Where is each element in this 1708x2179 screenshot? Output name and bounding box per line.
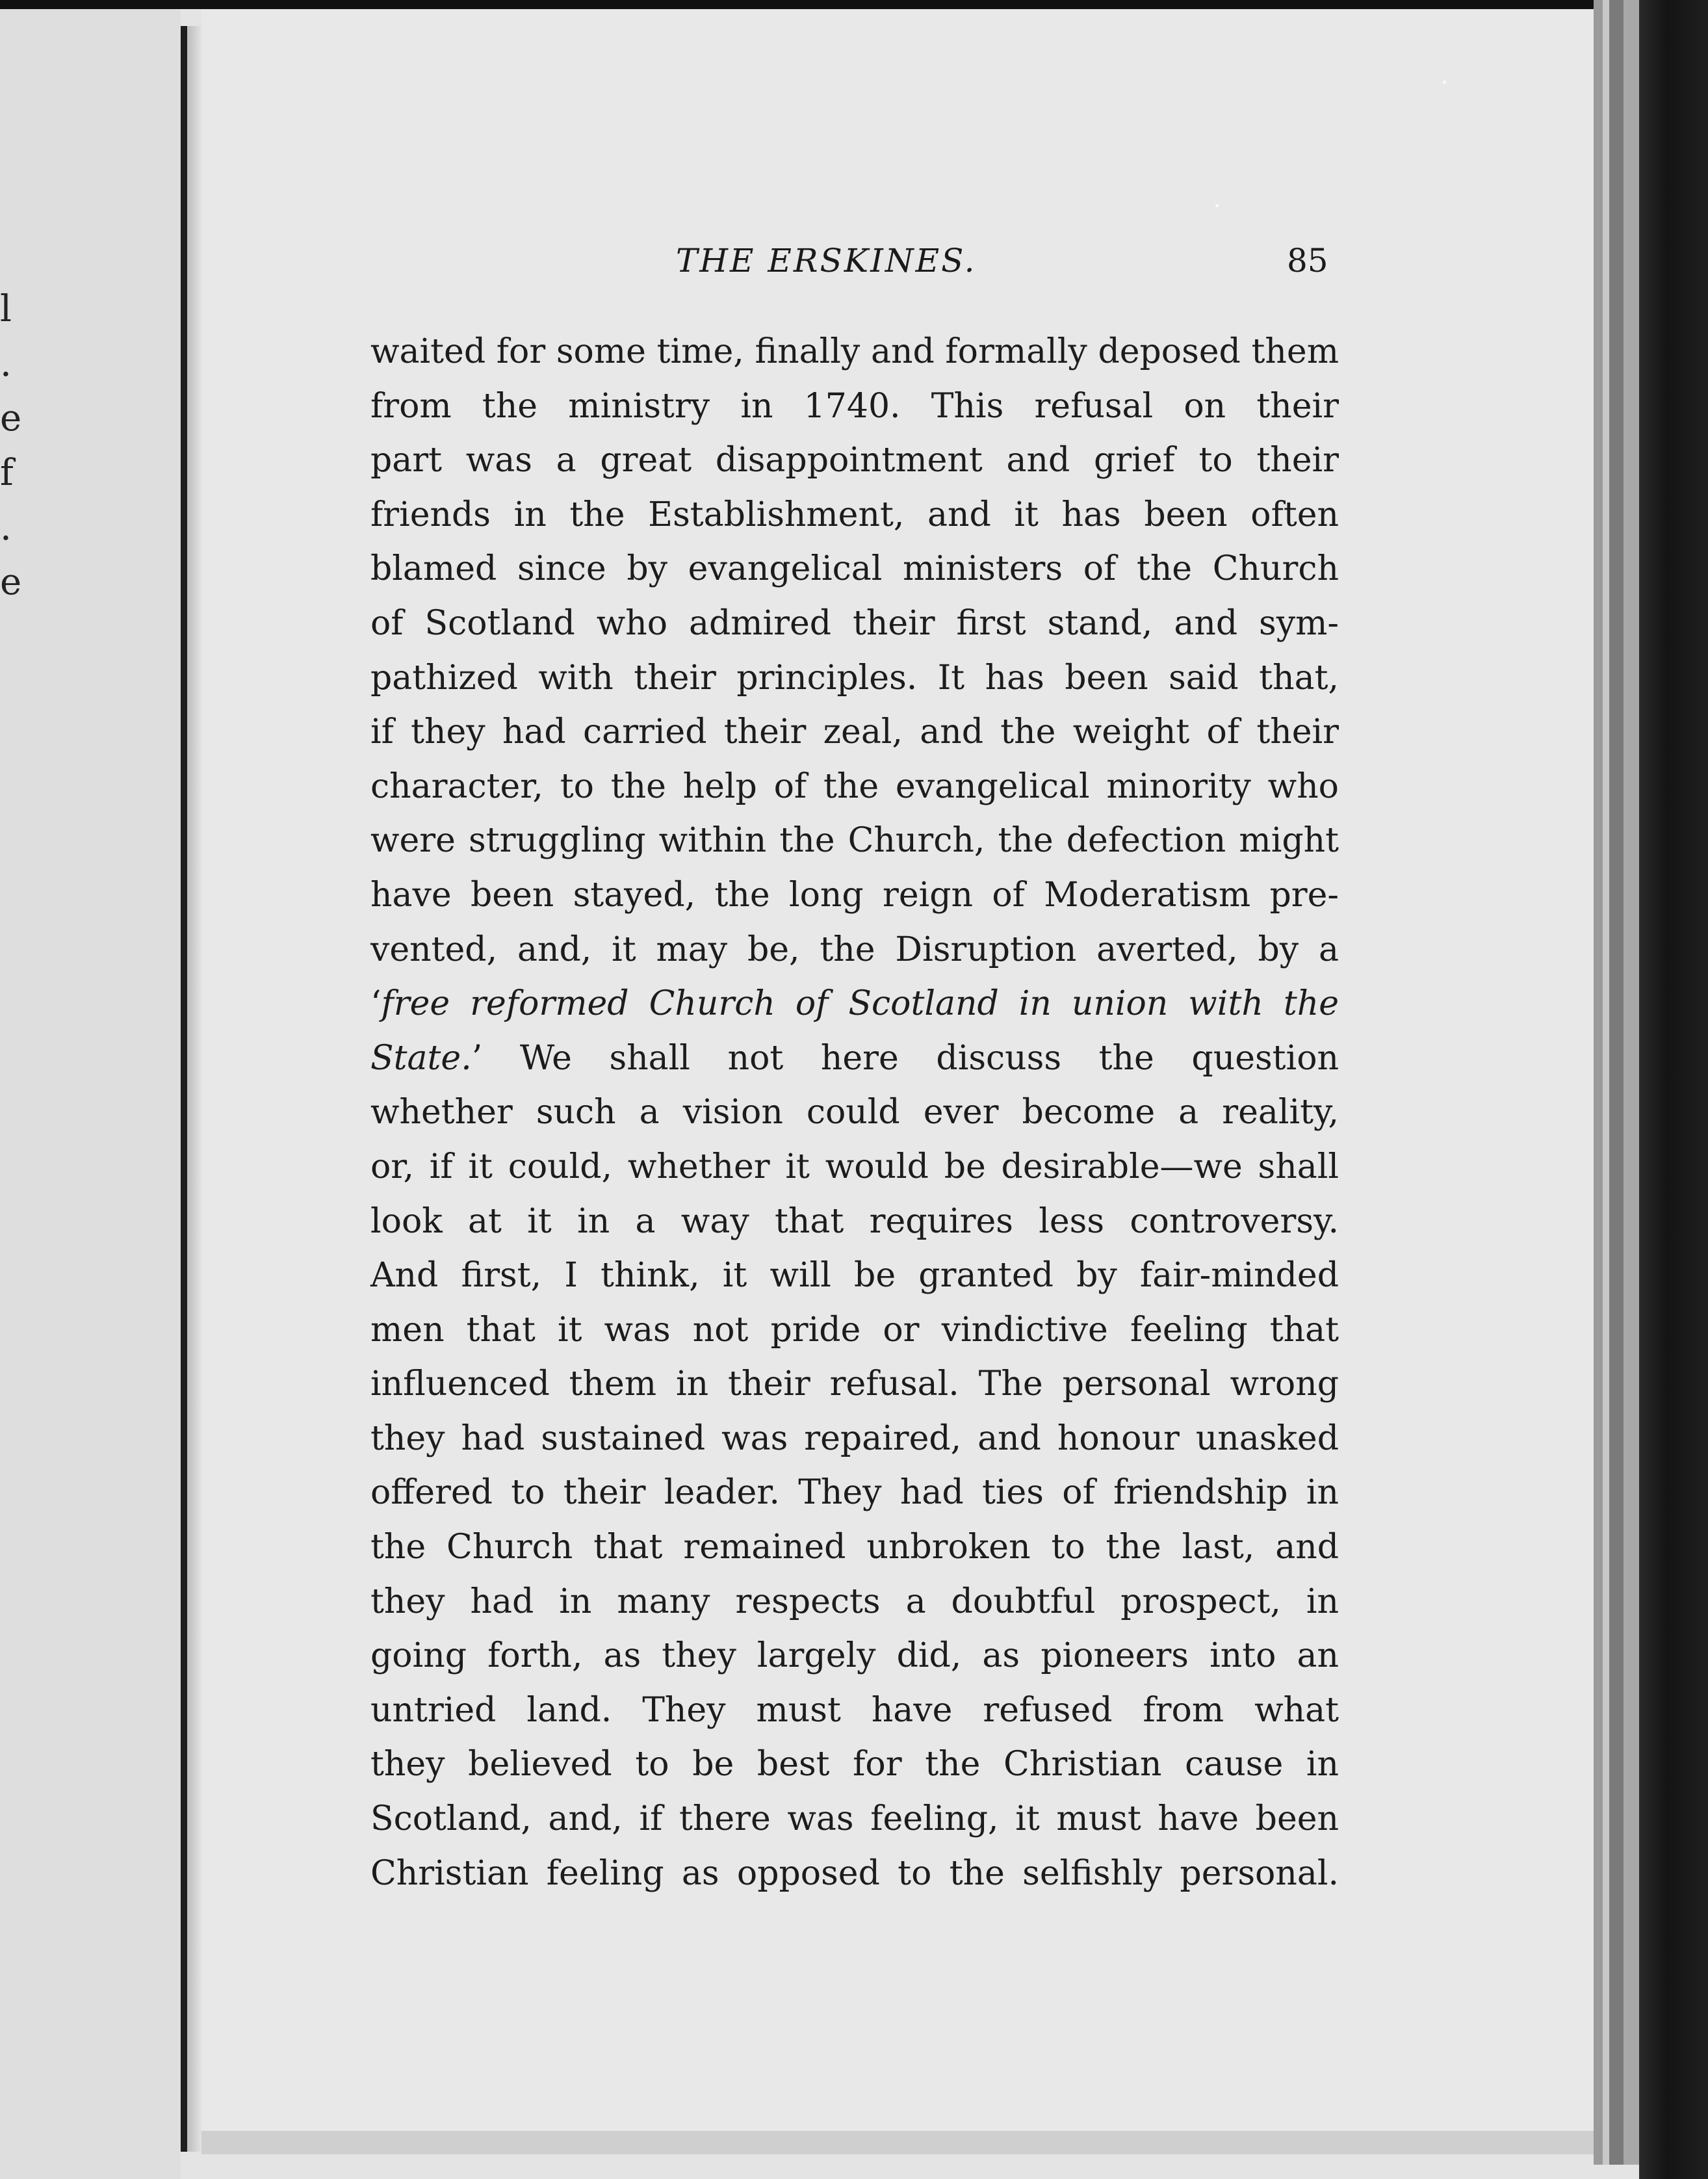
text-line	[370, 1575, 1339, 1630]
text-segment: they had in many respects a doubtful prospect, in	[370, 1582, 1339, 1621]
text-line	[370, 814, 1339, 868]
text-line	[370, 380, 1339, 434]
text-line	[370, 868, 1339, 923]
text-line	[370, 1303, 1339, 1358]
text-line	[370, 1195, 1339, 1249]
text-segment: ‘	[370, 984, 382, 1024]
text-line	[370, 651, 1339, 706]
text-segment: look at it in a way that requires less controversy.	[370, 1201, 1339, 1241]
text-segment: offered to their leader. They had ties of friendship in	[370, 1473, 1339, 1513]
text-segment: character, to the help of the evangelical minority who	[370, 766, 1339, 806]
text-line	[370, 1629, 1339, 1684]
margin-mark: .	[0, 506, 12, 549]
page-edges	[1624, 0, 1639, 2165]
text-line	[370, 1032, 1339, 1086]
text-segment: part was a great disappointment and grief to their	[370, 441, 1339, 480]
text-line	[370, 1792, 1339, 1847]
book-gutter	[181, 26, 187, 2152]
paper-speck	[1443, 81, 1446, 84]
gutter-shadow	[187, 26, 201, 2152]
text-line	[370, 977, 1339, 1032]
text-segment: if they had carried their zeal, and the weight of their	[370, 712, 1339, 752]
text-line	[370, 325, 1339, 380]
text-line	[370, 1738, 1339, 1792]
text-segment: influenced them in their refusal. The personal wrong	[370, 1364, 1339, 1404]
text-line	[370, 1847, 1339, 1901]
text-line	[370, 597, 1339, 651]
text-segment: going forth, as they largely did, as pioneers into an	[370, 1636, 1339, 1676]
text-segment: friends in the Establishment, and it has been often	[370, 495, 1339, 534]
margin-mark: .	[0, 343, 12, 385]
text-line	[370, 1466, 1339, 1520]
scan-top-edge	[0, 0, 1708, 9]
text-segment: blamed since by evangelical ministers of the Church	[370, 549, 1339, 589]
text-segment: men that it was not pride or vindictive feeling that	[370, 1310, 1339, 1350]
text-line	[370, 1412, 1339, 1467]
text-segment: pathized with their principles. It has been said that,	[370, 658, 1339, 698]
text-line	[370, 1520, 1339, 1575]
previous-page-margin-marks	[0, 282, 22, 610]
page-bottom-edge	[201, 2131, 1708, 2154]
text-line	[370, 1249, 1339, 1303]
running-head: THE ERSKINES.	[676, 242, 977, 280]
text-segment: untried land. They must have refused from what	[370, 1690, 1339, 1730]
page-edges	[1603, 0, 1609, 2165]
text-segment: were struggling within the Church, the defection might	[370, 821, 1339, 861]
text-segment: the Church that remained unbroken to the last, and	[370, 1528, 1339, 1567]
italic-text-segment: State.	[370, 1038, 472, 1078]
italic-text-segment: free reformed Church of Scotland in union with the	[381, 984, 1339, 1024]
text-segment: Christian feeling as opposed to the selfishly personal.	[370, 1853, 1339, 1893]
page-edges	[1609, 0, 1624, 2165]
text-segment: ’ We shall not here discuss the question	[471, 1038, 1339, 1078]
text-segment: or, if it could, whether it would be desirable—we shall	[370, 1147, 1339, 1186]
page-edges	[1594, 0, 1603, 2165]
text-line	[370, 1684, 1339, 1738]
text-segment: vented, and, it may be, the Disruption averted, by a	[370, 930, 1339, 969]
previous-page-fragment	[0, 9, 181, 2179]
text-segment: whether such a vision could ever become a reality,	[370, 1093, 1339, 1132]
margin-mark: e	[0, 397, 22, 439]
margin-mark: f	[0, 452, 14, 494]
text-segment: they had sustained was repaired, and honour unasked	[370, 1418, 1339, 1458]
text-line	[370, 434, 1339, 488]
text-line	[370, 542, 1339, 597]
paper-speck	[1215, 204, 1219, 207]
text-line	[370, 1357, 1339, 1412]
text-segment: Scotland, and, if there was feeling, it must have been	[370, 1799, 1339, 1839]
text-segment: have been stayed, the long reign of Moderatism pre-	[370, 875, 1339, 915]
book-cover-edge	[1639, 0, 1708, 2179]
body-text	[370, 325, 1339, 1901]
text-line	[370, 760, 1339, 815]
margin-mark: l	[0, 288, 12, 330]
text-line	[370, 705, 1339, 760]
text-line	[370, 923, 1339, 978]
text-line	[370, 488, 1339, 543]
text-segment: from the ministry in 1740. This refusal on their	[370, 386, 1339, 426]
text-segment: waited for some time, finally and formally deposed them	[370, 332, 1339, 371]
text-line	[370, 1086, 1339, 1140]
text-segment: they believed to be best for the Christian cause in	[370, 1745, 1339, 1784]
text-segment: And first, I think, it will be granted by fair-minded	[370, 1256, 1339, 1296]
page-number: 85	[1287, 242, 1328, 280]
text-line	[370, 1140, 1339, 1195]
text-segment: of Scotland who admired their first stand, and sym-	[370, 603, 1339, 643]
margin-mark: e	[0, 561, 22, 603]
